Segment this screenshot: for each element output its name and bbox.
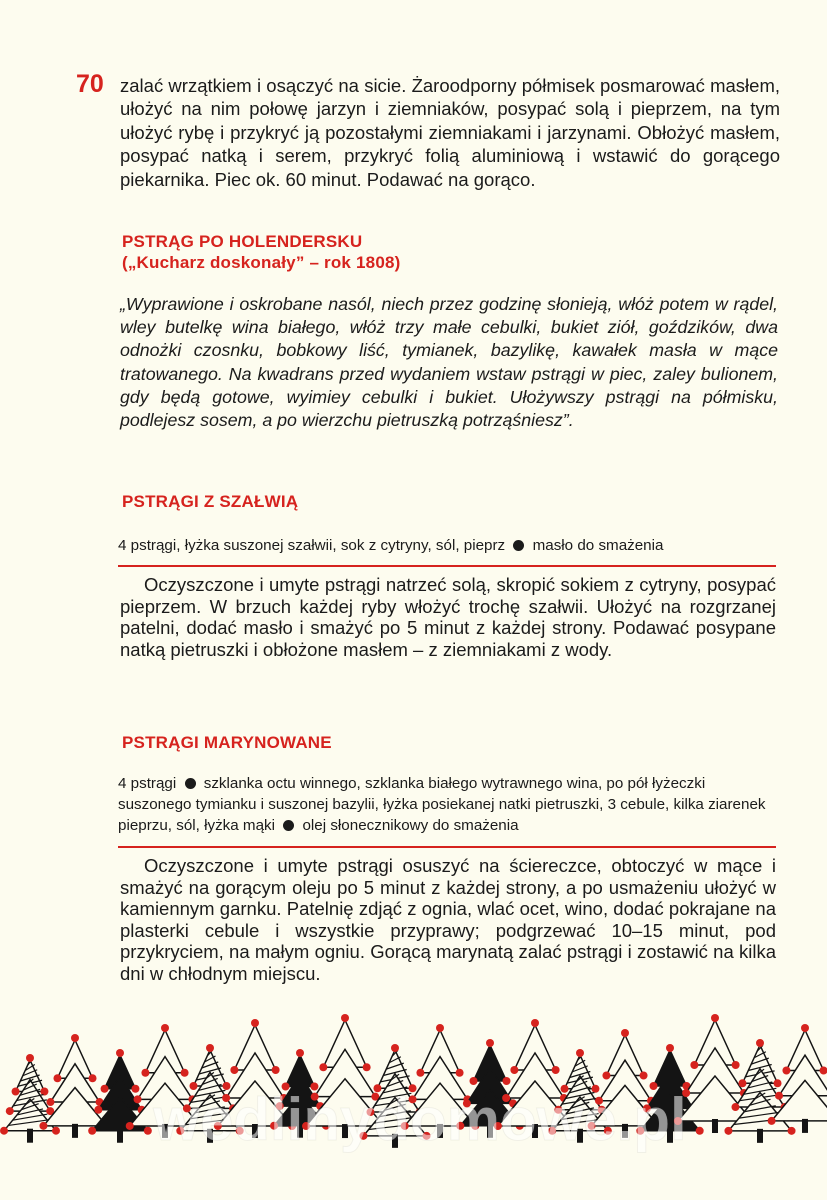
page-number: 70 bbox=[76, 70, 104, 98]
ornament bbox=[134, 1095, 142, 1103]
intro-paragraph: zalać wrzątkiem i osączyć na sicie. Żaroodporny półmisek posmarować masłem, ułożyć na nim połowę jarzyn i ziemniaków, posypać solą i pieprzem, na tym ułożyć rybę i przykryć ją pozostałymi ziemniakami i jarzynami. Obłożyć masłem, posypać natką i serem, przykryć folią aluminiową i wstawić do gorącego piekarnika. Piec ok. 60 minut. Podawać na gorąco. bbox=[120, 75, 780, 190]
ornament bbox=[272, 1066, 280, 1074]
ornament bbox=[756, 1039, 764, 1047]
method-marynowane: Oczyszczone i umyte pstrągi osuszyć na ściereczce, obtoczyć w mące i smażyć na gorącym oleju po 5 minut z każdej strony, a po usmażeniu ułożyć w kamiennym garnku. Patelnię zdjąć z ognia, wlać ocet, wino, dodać pokrajane na plasterki cebule i wszystkie przyprawy; podgrzewać 10–15 minut, pod przykryciem, na małym ogniu. Gorącą marynatą zalać pstrągi i zostawić na kilka dni w chłodnym miejscu. bbox=[120, 855, 776, 984]
recipe-title-holenderski: PSTRĄG PO HOLENDERSKU bbox=[122, 232, 363, 251]
ornament bbox=[89, 1074, 97, 1082]
ornament bbox=[503, 1077, 511, 1085]
bullet-dot-icon bbox=[513, 540, 524, 551]
ingredient-group: szklanka octu winnego, szklanka białego wytrawnego wina, po pół łyżeczki suszonego tymianku i suszonej bazylii, łyżka posiekanej natki pietruszki, 3 cebule, kilka ziarenek pieprzu, sól, łyżka mąki bbox=[118, 775, 766, 834]
ornament bbox=[71, 1034, 79, 1042]
ornament bbox=[621, 1029, 629, 1037]
ornament bbox=[88, 1127, 96, 1135]
ornament bbox=[53, 1074, 61, 1082]
ornament bbox=[486, 1039, 494, 1047]
ornament bbox=[40, 1088, 48, 1096]
ornament bbox=[690, 1061, 698, 1069]
tree-trunk bbox=[117, 1129, 123, 1143]
ornament bbox=[126, 1122, 134, 1130]
recipe-title-szalwia: PSTRĄGI Z SZAŁWIĄ bbox=[122, 492, 299, 511]
bullet-dot-icon bbox=[283, 820, 294, 831]
ornament bbox=[731, 1103, 739, 1111]
ingredient-group: 4 pstrągi, łyżka suszonej szałwii, sok z cytryny, sól, pieprz bbox=[118, 537, 506, 554]
ornament bbox=[131, 1085, 139, 1093]
recipe-title-marynowane: PSTRĄGI MARYNOWANE bbox=[122, 733, 332, 752]
ornament bbox=[39, 1122, 47, 1130]
ingredients-marynowane bbox=[118, 773, 778, 836]
ornament bbox=[0, 1127, 8, 1135]
ornament bbox=[782, 1067, 790, 1075]
tree-trunk bbox=[72, 1124, 78, 1138]
ornament bbox=[52, 1127, 60, 1135]
ornament bbox=[602, 1072, 610, 1080]
ornament bbox=[724, 1127, 732, 1135]
ornament bbox=[94, 1106, 102, 1114]
ornament bbox=[456, 1069, 464, 1077]
tree-trunk bbox=[802, 1119, 808, 1133]
ornament bbox=[510, 1066, 518, 1074]
ornament bbox=[801, 1024, 809, 1032]
tree-trunk bbox=[757, 1129, 763, 1143]
ornament bbox=[640, 1072, 648, 1080]
ornament bbox=[436, 1024, 444, 1032]
ornament bbox=[319, 1063, 327, 1071]
tree-trunk bbox=[27, 1129, 33, 1143]
ornament bbox=[206, 1044, 214, 1052]
christmas-tree-border bbox=[0, 1000, 827, 1200]
ornament bbox=[552, 1066, 560, 1074]
section-divider bbox=[118, 565, 776, 567]
ornament bbox=[341, 1014, 349, 1022]
ornament bbox=[181, 1069, 189, 1077]
ornament bbox=[666, 1044, 674, 1052]
ornament bbox=[101, 1085, 109, 1093]
bullet-dot-icon bbox=[185, 778, 196, 789]
ornament bbox=[775, 1092, 783, 1100]
ornament bbox=[711, 1014, 719, 1022]
ornament bbox=[576, 1049, 584, 1057]
ornament bbox=[363, 1063, 371, 1071]
ornament bbox=[144, 1127, 152, 1135]
ornament bbox=[251, 1019, 259, 1027]
ingredient-group: olej słonecznikowy do smażenia bbox=[302, 817, 519, 834]
ornament bbox=[296, 1049, 304, 1057]
ornament bbox=[531, 1019, 539, 1027]
tree-trunk bbox=[712, 1119, 718, 1133]
ornament bbox=[738, 1079, 746, 1087]
recipe-quote-holenderski: „Wyprawione i oskrobane nasól, niech przez godzinę słonieją, włóż potem w rądel, wley butelkę wina białego, włóż trzy małe cebulki, bukiet ziół, goździków, dwa odnożki czosnku, bobkowy liść, tymianek, bazylikę, kawałek masła w mące tratowanego. Na kwadrans przed wydaniem wstaw pstrągi w piec, zaley bulionem, gdy będą gotowe, wyimiey cebulki i bukiet. Ułożywszy pstrągi na półmisku, podlejesz sosem, a po wierzchu pietruszką potrząśniesz”. bbox=[120, 294, 778, 431]
ornament bbox=[732, 1061, 740, 1069]
ornament bbox=[46, 1098, 54, 1106]
method-szalwia: Oczyszczone i umyte pstrągi natrzeć solą, skropić sokiem z cytryny, posypać pieprzem. W brzuch każdej ryby włożyć trochę szałwii. Ułożyć na rozgrzanej patelni, dodać masło i smażyć po 5 minut z każdej strony. Podawać posypane natką pietruszki i obłożone masłem – z ziemniakami z wody. bbox=[120, 574, 776, 660]
ornament bbox=[161, 1024, 169, 1032]
ornament bbox=[141, 1069, 149, 1077]
ingredients-szalwia bbox=[118, 535, 778, 556]
ornament bbox=[230, 1066, 238, 1074]
watermark: wedlinydomowe.pl bbox=[153, 1086, 687, 1153]
ornament bbox=[116, 1049, 124, 1057]
ornament bbox=[416, 1069, 424, 1077]
ornament bbox=[470, 1077, 478, 1085]
recipe-subtitle-holenderski: („Kucharz doskonały” – rok 1808) bbox=[122, 253, 401, 272]
ornament bbox=[26, 1054, 34, 1062]
ornament bbox=[391, 1044, 399, 1052]
ingredient-group: masło do smażenia bbox=[532, 537, 664, 554]
ornament bbox=[696, 1127, 704, 1135]
ornament bbox=[768, 1117, 776, 1125]
ornament bbox=[12, 1088, 20, 1096]
ornament bbox=[774, 1079, 782, 1087]
section-divider bbox=[118, 846, 776, 848]
ingredient-group: 4 pstrągi bbox=[118, 775, 177, 792]
ornament bbox=[6, 1107, 14, 1115]
ornament bbox=[788, 1127, 796, 1135]
